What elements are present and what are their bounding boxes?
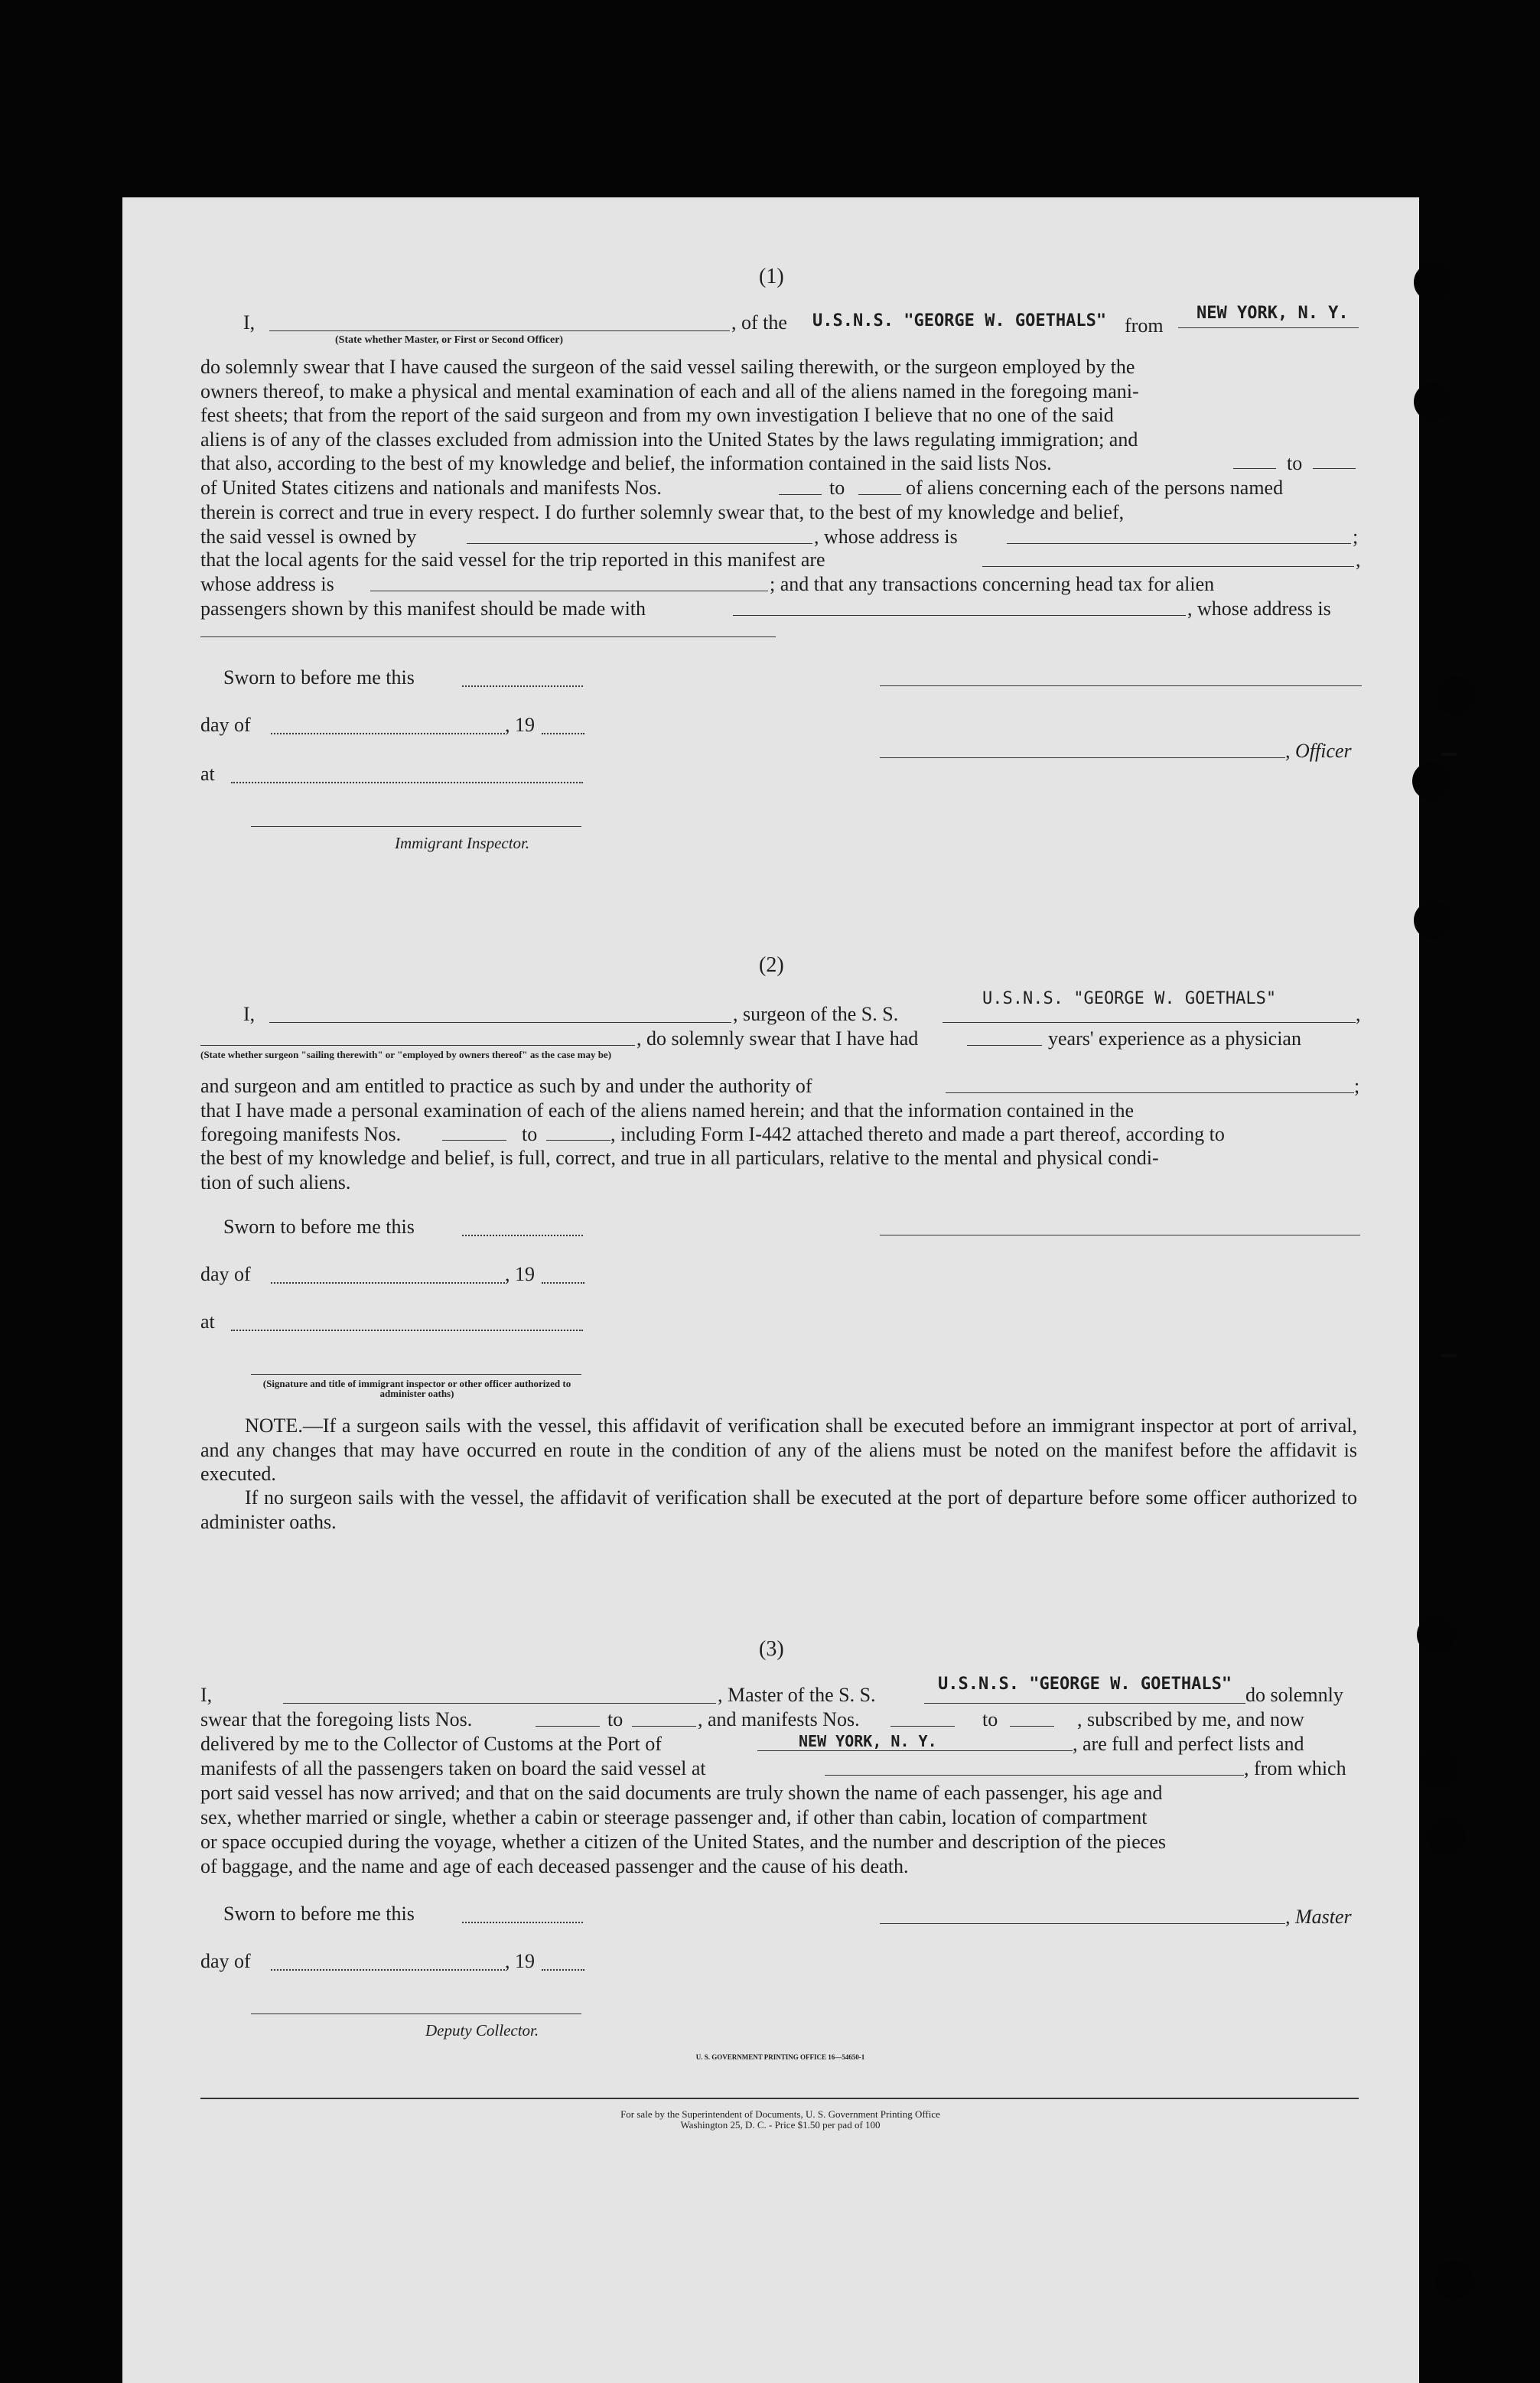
note-paragraph bbox=[200, 1414, 1357, 1486]
at-place-field[interactable] bbox=[231, 782, 583, 783]
body-line: of baggage, and the name and age of each deceased passenger and the cause of his death. bbox=[200, 1855, 909, 1877]
note-text: —If a surgeon sails with the vessel, this affidavit of verification shall be executed before an immigrant inspector at port of arrival, and any changes that may have occurred en route in the condition of any of the aliens must be noted on the manifest before the affidavit is executed. bbox=[200, 1414, 1357, 1485]
manifests-to-field[interactable] bbox=[546, 1140, 610, 1141]
surgeon-status-field[interactable] bbox=[200, 1045, 635, 1046]
note-label: NOTE. bbox=[245, 1414, 303, 1437]
section-1-number: (1) bbox=[759, 265, 784, 288]
manifests-from-field[interactable] bbox=[890, 1726, 955, 1727]
immigrant-inspector-label: Immigrant Inspector. bbox=[395, 834, 530, 852]
body-line: sex, whether married or single, whether a cabin or steerage passenger and, if other than cabin, location of compartment bbox=[200, 1806, 1148, 1828]
binder-hole bbox=[1420, 1749, 1458, 1787]
deputy-collector-label: Deputy Collector. bbox=[425, 2021, 539, 2040]
years-text: years' experience as a physician bbox=[1048, 1027, 1301, 1050]
of-the-label: , of the bbox=[731, 311, 787, 334]
head-tax-address-field[interactable] bbox=[200, 636, 776, 637]
solemnly-text: , do solemnly swear that I have had bbox=[637, 1027, 919, 1050]
lists-from-field[interactable] bbox=[536, 1726, 600, 1727]
body-line: and surgeon and am entitled to practice as such by and under the authority of bbox=[200, 1075, 812, 1097]
body-line: owners thereof, to make a physical and mental examination of each and all of the aliens named in the foregoing mani- bbox=[200, 380, 1139, 402]
officer-label: , Officer bbox=[1285, 740, 1352, 762]
whose-address-label: , whose address is bbox=[814, 526, 958, 548]
binder-hole bbox=[1412, 762, 1450, 800]
full-perfect-text: , are full and perfect lists and bbox=[1073, 1733, 1304, 1755]
binder-hole bbox=[1437, 676, 1475, 715]
years-experience-field[interactable] bbox=[967, 1045, 1042, 1046]
lists-to-field[interactable] bbox=[1313, 468, 1356, 469]
including-form-text: , including Form I-442 attached thereto and made a part thereof, according to bbox=[610, 1123, 1225, 1145]
edge-mark bbox=[1441, 1354, 1457, 1357]
master-signature-field[interactable] bbox=[880, 1923, 1285, 1924]
arrival-port-field[interactable] bbox=[757, 1750, 1073, 1751]
local-agents-field[interactable] bbox=[982, 566, 1354, 567]
body-line: tion of such aliens. bbox=[200, 1171, 351, 1193]
month-field[interactable] bbox=[271, 1969, 505, 1971]
master-of-label: , Master of the S. S. bbox=[718, 1684, 876, 1706]
month-field[interactable] bbox=[271, 1282, 505, 1284]
year-label: , 19 bbox=[505, 1950, 535, 1972]
from-label: from bbox=[1125, 314, 1164, 337]
body-line: that the local agents for the said vessel for the trip reported in this manifest are bbox=[200, 549, 825, 571]
sworn-day-field[interactable] bbox=[462, 685, 583, 687]
comma: , bbox=[1356, 1003, 1361, 1025]
lists-from-field[interactable] bbox=[1233, 468, 1276, 469]
body-line: port said vessel has now arrived; and that on the said documents are truly shown the name of each passenger, his age and bbox=[200, 1782, 1163, 1804]
body-line: whose address is bbox=[200, 573, 334, 595]
gpo-imprint: U. S. GOVERNMENT PRINTING OFFICE 16—54650-1 bbox=[695, 2053, 865, 2061]
from-which-text: , from which bbox=[1244, 1757, 1346, 1779]
body-line: do solemnly swear that I have caused the surgeon of the said vessel sailing therewith, or the surgeon employed by the bbox=[200, 356, 1135, 378]
body-line: fest sheets; that from the report of the said surgeon and from my own investigation I believe that no one of the said bbox=[200, 404, 1114, 426]
to-label: to bbox=[829, 477, 845, 499]
master-label: , Master bbox=[1285, 1906, 1352, 1928]
body-line: foregoing manifests Nos. bbox=[200, 1123, 402, 1145]
edge-mark bbox=[1441, 753, 1457, 756]
owner-address-field[interactable] bbox=[1007, 543, 1351, 544]
semicolon: ; bbox=[1353, 526, 1359, 548]
whose-address-label: , whose address is bbox=[1187, 597, 1331, 620]
vessel-name-stamp: U.S.N.S. "GEORGE W. GOETHALS" bbox=[938, 1675, 1232, 1694]
at-label: at bbox=[200, 1310, 215, 1333]
officer-title-field[interactable] bbox=[269, 330, 730, 331]
year-label: , 19 bbox=[505, 714, 535, 736]
footer-rule bbox=[200, 2098, 1359, 2099]
departure-port-field[interactable] bbox=[825, 1775, 1244, 1776]
day-of-label: day of bbox=[200, 1263, 251, 1285]
vessel-name-stamp: U.S.N.S. "GEORGE W. GOETHALS" bbox=[982, 989, 1277, 1008]
body-line: passengers shown by this manifest should be made with bbox=[200, 597, 646, 620]
vessel-name-field[interactable] bbox=[943, 1022, 1356, 1023]
year-field[interactable] bbox=[542, 1282, 584, 1284]
year-field[interactable] bbox=[542, 1969, 584, 1971]
sale-notice-line-2: Washington 25, D. C. - Price $1.50 per pad of 100 bbox=[680, 2119, 881, 2131]
year-field[interactable] bbox=[542, 733, 584, 734]
sworn-day-field[interactable] bbox=[462, 1922, 583, 1923]
body-line: aliens is of any of the classes excluded from admission into the United States by the laws regulating immigration; and bbox=[200, 428, 1138, 451]
manifests-from-field[interactable] bbox=[442, 1140, 506, 1141]
to-label: to bbox=[982, 1708, 998, 1730]
binder-hole bbox=[1414, 383, 1452, 421]
day-of-label: day of bbox=[200, 714, 251, 736]
signature-caption: (Signature and title of immigrant inspector or other officer authorized to administer oaths) bbox=[262, 1378, 571, 1399]
binder-hole bbox=[1428, 1818, 1466, 1856]
vessel-name-stamp: U.S.N.S. "GEORGE W. GOETHALS" bbox=[812, 311, 1107, 330]
manifests-to-field[interactable] bbox=[1010, 1726, 1054, 1727]
sworn-label: Sworn to before me this bbox=[223, 1216, 415, 1238]
owner-field[interactable] bbox=[467, 543, 812, 544]
and-manifests-text: , and manifests Nos. bbox=[698, 1708, 860, 1730]
subscribed-text: , subscribed by me, and now bbox=[1077, 1708, 1304, 1730]
i-label: I, bbox=[243, 1003, 256, 1025]
to-label: to bbox=[1287, 452, 1303, 474]
inspector-signature-field[interactable] bbox=[251, 1374, 581, 1375]
manifests-to-field[interactable] bbox=[858, 494, 901, 495]
head-tax-agent-field[interactable] bbox=[733, 615, 1186, 616]
section-2-number: (2) bbox=[759, 953, 784, 977]
comma: , bbox=[1356, 549, 1361, 571]
officer-title-caption: (State whether Master, or First or Second Officer) bbox=[335, 334, 564, 346]
sworn-day-field[interactable] bbox=[462, 1235, 583, 1236]
at-place-field[interactable] bbox=[231, 1330, 583, 1331]
body-line: the said vessel is owned by bbox=[200, 526, 417, 548]
day-of-label: day of bbox=[200, 1950, 251, 1972]
do-solemnly-text: do solemnly bbox=[1245, 1684, 1343, 1706]
to-label: to bbox=[522, 1123, 538, 1145]
arrival-port-stamp: NEW YORK, N. Y. bbox=[799, 1732, 937, 1750]
body-line: that I have made a personal examination of each of the aliens named herein; and that the information contained in the bbox=[200, 1099, 1135, 1122]
sale-notice-line-1: For sale by the Superintendent of Documents, U. S. Government Printing Office bbox=[620, 2108, 940, 2120]
body-line: delivered by me to the Collector of Customs at the Port of bbox=[200, 1733, 662, 1755]
master-name-field[interactable] bbox=[283, 1703, 716, 1704]
semicolon: ; bbox=[1354, 1075, 1360, 1097]
binder-hole bbox=[1414, 901, 1452, 939]
body-line: of United States citizens and nationals and manifests Nos. bbox=[200, 477, 662, 499]
year-label: , 19 bbox=[505, 1263, 535, 1285]
sworn-label: Sworn to before me this bbox=[223, 666, 415, 689]
body-line: that also, according to the best of my knowledge and belief, the information contained in the said lists Nos. bbox=[200, 452, 1052, 474]
surgeon-name-field[interactable] bbox=[269, 1022, 731, 1023]
month-field[interactable] bbox=[271, 733, 505, 734]
i-label: I, bbox=[200, 1684, 213, 1706]
at-label: at bbox=[200, 763, 215, 785]
body-line: or space occupied during the voyage, whether a citizen of the United States, and the number and description of the pieces bbox=[200, 1831, 1167, 1853]
departure-port-field[interactable] bbox=[1178, 327, 1359, 328]
sworn-label: Sworn to before me this bbox=[223, 1903, 415, 1925]
section-3-number: (3) bbox=[759, 1637, 784, 1661]
body-line: manifests of all the passengers taken on board the said vessel at bbox=[200, 1757, 706, 1779]
binder-hole bbox=[1417, 1616, 1455, 1654]
vessel-name-field[interactable] bbox=[924, 1703, 1245, 1704]
body-line: therein is correct and true in every respect. I do further solemnly swear that, to the best of my knowledge and belief, bbox=[200, 501, 1125, 523]
authority-field[interactable] bbox=[946, 1092, 1354, 1093]
officer-signature-field[interactable] bbox=[880, 685, 1362, 686]
i-label: I, bbox=[243, 311, 256, 334]
binder-hole bbox=[1435, 2261, 1473, 2300]
officer-name-field[interactable] bbox=[880, 757, 1285, 758]
surgeon-of-label: , surgeon of the S. S. bbox=[733, 1003, 899, 1025]
inspector-signature-field[interactable] bbox=[251, 826, 581, 827]
body-line: swear that the foregoing lists Nos. bbox=[200, 1708, 473, 1730]
note-paragraph-2: If no surgeon sails with the vessel, the affidavit of verification shall be executed at the port of departure before some officer authorized to administer oaths. bbox=[200, 1486, 1357, 1533]
departure-port-stamp: NEW YORK, N. Y. bbox=[1197, 304, 1349, 323]
binder-hole bbox=[1414, 263, 1452, 301]
aliens-concerning-text: of aliens concerning each of the persons named bbox=[906, 477, 1284, 499]
body-line: the best of my knowledge and belief, is full, correct, and true in all particulars, relative to the mental and physical condi- bbox=[200, 1147, 1159, 1169]
manifests-from-field[interactable] bbox=[779, 494, 822, 495]
to-label: to bbox=[607, 1708, 623, 1730]
head-tax-text: ; and that any transactions concerning head tax for alien bbox=[770, 573, 1215, 595]
lists-to-field[interactable] bbox=[632, 1726, 696, 1727]
surgeon-status-caption: (State whether surgeon "sailing therewith" or "employed by owners thereof" as the case may be) bbox=[200, 1049, 612, 1060]
